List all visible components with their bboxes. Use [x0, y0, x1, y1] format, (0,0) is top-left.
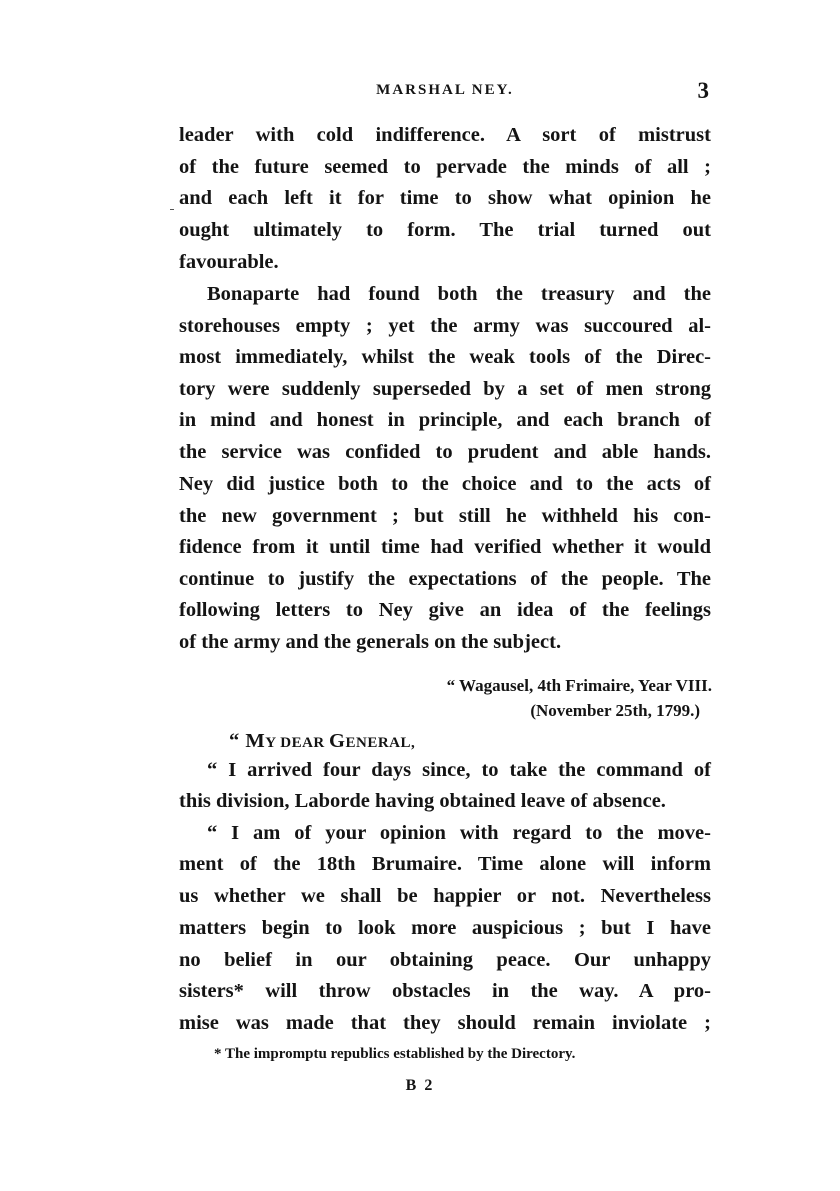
letter-dateline: “ Wagausel, 4th Frimaire, Year VIII.	[446, 676, 712, 695]
letter-line: “ I am of your opinion with regard to the move-	[207, 822, 711, 844]
footnote: * The impromptu republics established by the Directory.	[214, 1046, 576, 1062]
letter-line: sisters* will throw obstacles in the way. A pro-	[179, 980, 711, 1002]
body-line: storehouses empty ; yet the army was succoured al-	[179, 315, 711, 337]
body-line: most immediately, whilst the weak tools of the Direc-	[179, 346, 711, 368]
page-header	[179, 78, 711, 108]
body-line: and each left it for time to show what opinion he	[179, 187, 711, 209]
body-line: ought ultimately to form. The trial turned out	[179, 219, 711, 241]
salutation-open: “	[229, 730, 246, 752]
letter-line: mise was made that they should remain inviolate ;	[179, 1012, 711, 1034]
letter-line: “ I arrived four days since, to take the command of	[207, 759, 711, 781]
letter-line: no belief in our obtaining peace. Our unhappy	[179, 949, 711, 971]
signature-mark: B 2	[405, 1077, 435, 1094]
body-line: the service was confided to prudent and able hands.	[179, 441, 711, 463]
salutation-general-rest: ENERAL,	[345, 735, 416, 751]
body-line: of the future seemed to pervade the minds of all ;	[179, 156, 711, 178]
body-line: in mind and honest in principle, and each branch of	[179, 409, 711, 431]
letter-line: ment of the 18th Brumaire. Time alone will inform	[179, 853, 711, 875]
body-line: following letters to Ney give an idea of the feelings	[179, 599, 711, 621]
body-line: the new government ; but still he withheld his con-	[179, 505, 711, 527]
letter-salutation	[229, 727, 415, 757]
body-line: favourable.	[179, 251, 279, 273]
salutation-my-rest: Y	[265, 735, 281, 751]
running-head: MARSHAL NEY.	[376, 82, 514, 98]
margin-mark	[170, 209, 174, 210]
letter-dateline-date: (November 25th, 1799.)	[530, 701, 700, 720]
salutation-dear: DEAR	[280, 735, 330, 751]
body-line: fidence from it until time had verified whether it would	[179, 536, 711, 558]
letter-line: matters begin to look more auspicious ; but I have	[179, 917, 711, 939]
body-line: tory were suddenly superseded by a set of men strong	[179, 378, 711, 400]
body-line: Bonaparte had found both the treasury and the	[207, 283, 711, 305]
letter-line: us whether we shall be happier or not. Nevertheless	[179, 885, 711, 907]
letter-line: this division, Laborde having obtained leave of absence.	[179, 790, 666, 812]
body-line: continue to justify the expectations of the people. The	[179, 568, 711, 590]
body-line: Ney did justice both to the choice and to the acts of	[179, 473, 711, 495]
body-line: leader with cold indifference. A sort of mistrust	[179, 124, 711, 146]
body-line: of the army and the generals on the subject.	[179, 631, 562, 653]
salutation-my-cap: M	[245, 730, 266, 752]
salutation-general-cap: G	[329, 730, 346, 752]
page-number: 3	[697, 78, 709, 103]
